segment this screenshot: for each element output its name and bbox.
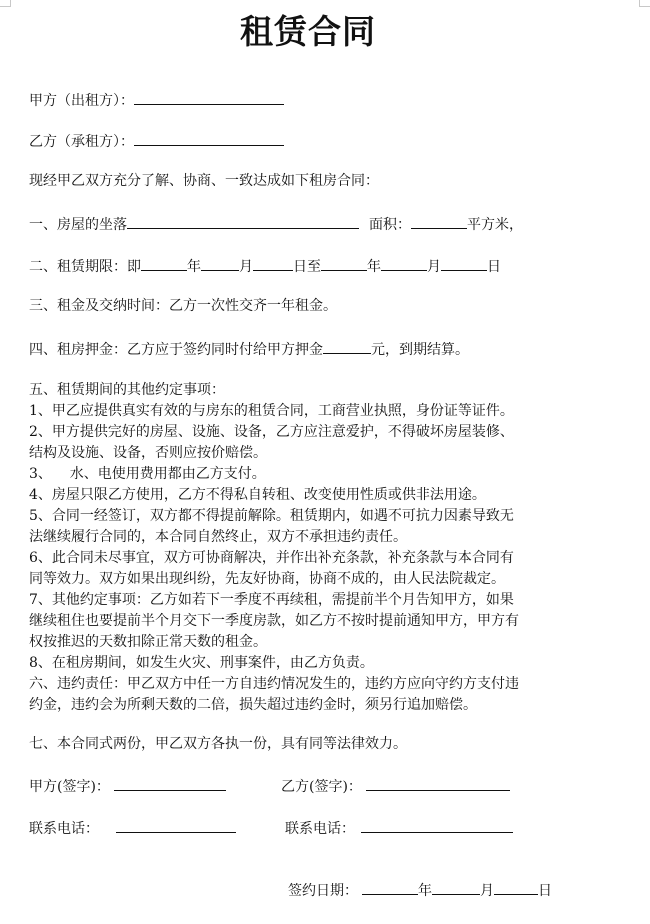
landlord-sign-label: 甲方(签字)： xyxy=(29,779,110,795)
end-year-label: 年 xyxy=(367,259,381,275)
clause-line: 约金，违约会为所剩天数的二倍，损失超过违约金时，须另行追加赔偿。 xyxy=(29,697,477,713)
location-label: 一、房屋的坐落 xyxy=(29,217,127,233)
end-day-blank[interactable] xyxy=(441,256,487,271)
sign-day-blank[interactable] xyxy=(494,880,538,895)
area-unit: 平方米， xyxy=(467,217,523,233)
term-label: 二、租赁期限：即 xyxy=(29,259,141,275)
section-7: 七、本合同式两份，甲乙双方各执一份，具有同等法律效力。 xyxy=(29,736,407,752)
end-year-blank[interactable] xyxy=(321,256,367,271)
deposit-suffix: 元，到期结算。 xyxy=(371,342,469,358)
sign-year-blank[interactable] xyxy=(362,880,418,895)
start-year-blank[interactable] xyxy=(141,256,187,271)
tenant-signature xyxy=(281,776,510,797)
sign-month-label: 月 xyxy=(480,883,494,899)
section-1 xyxy=(29,214,523,235)
clause-line: 6、此合同未尽事宜，双方可协商解决，并作出补充条款，补充条款与本合同有 xyxy=(29,550,514,566)
start-month-label: 月 xyxy=(239,259,253,275)
end-month-label: 月 xyxy=(427,259,441,275)
intro-text: 现经甲乙双方充分了解、协商、一致达成如下租房合同： xyxy=(29,173,379,189)
clause-line: 3、 水、电使用费用都由乙方支付。 xyxy=(29,466,266,482)
tenant-phone-label: 联系电话： xyxy=(285,821,355,837)
tenant-line xyxy=(29,131,284,152)
section-5-6 xyxy=(29,380,589,716)
tenant-sign-label: 乙方(签字)： xyxy=(281,779,362,795)
tenant-phone xyxy=(285,818,513,839)
area-label: 面积： xyxy=(369,217,411,233)
end-month-blank[interactable] xyxy=(381,256,427,271)
clause-line: 法继续履行合同的，本合同自然终止，双方不承担违约责任。 xyxy=(29,529,407,545)
deposit-label: 四、租房押金：乙方应于签约同时付给甲方押金 xyxy=(29,342,323,358)
clause-line: 4、房屋只限乙方使用，乙方不得私自转租、改变使用性质或供非法用途。 xyxy=(29,487,486,503)
clause-line: 5、合同一经签订，双方都不得提前解除。租赁期内，如遇不可抗力因素导致无 xyxy=(29,508,514,524)
sign-date-label: 签约日期： xyxy=(288,883,358,899)
corner-mark-left xyxy=(0,0,11,7)
start-day-blank[interactable] xyxy=(253,256,293,271)
tenant-phone-blank[interactable] xyxy=(361,818,513,833)
section-2 xyxy=(29,256,501,277)
landlord-blank[interactable] xyxy=(134,90,284,105)
tenant-blank[interactable] xyxy=(134,131,284,146)
landlord-signature xyxy=(29,776,226,797)
landlord-line xyxy=(29,90,284,111)
clause-line: 权按推迟的天数扣除正常天数的租金。 xyxy=(29,634,267,650)
sign-year-label: 年 xyxy=(418,883,432,899)
tenant-sign-blank[interactable] xyxy=(366,776,510,791)
clause-line: 2、甲方提供完好的房屋、设施、设备，乙方应注意爱护，不得破坏房屋装修、 xyxy=(29,424,514,440)
clause-line: 同等效力。双方如果出现纠纷，先友好协商，协商不成的，由人民法院裁定。 xyxy=(29,571,505,587)
start-month-blank[interactable] xyxy=(201,256,239,271)
corner-mark-right xyxy=(639,0,650,7)
landlord-phone-blank[interactable] xyxy=(116,818,236,833)
deposit-blank[interactable] xyxy=(323,339,371,354)
landlord-phone xyxy=(29,818,236,839)
landlord-phone-label: 联系电话： xyxy=(29,821,99,837)
clause-line: 五、租赁期间的其他约定事项： xyxy=(29,382,225,398)
clause-line: 8、在租房期间，如发生火灾、刑事案件，由乙方负责。 xyxy=(29,655,374,671)
clause-line: 结构及设施、设备，否则应按价赔偿。 xyxy=(29,445,267,461)
sign-month-blank[interactable] xyxy=(432,880,480,895)
clause-line: 六、违约责任：甲乙双方中任一方自违约情况发生的，违约方应向守约方支付违 xyxy=(29,676,519,692)
tenant-label: 乙方（承租方）： xyxy=(29,134,134,150)
document-title: 租赁合同 xyxy=(240,12,376,51)
clause-line: 继续租住也要提前半个月交下一季度房款，如乙方不按时提前通知甲方，甲方有 xyxy=(29,613,519,629)
section-4 xyxy=(29,339,469,360)
start-year-label: 年 xyxy=(187,259,201,275)
area-blank[interactable] xyxy=(411,214,467,229)
start-day-label: 日至 xyxy=(293,259,321,275)
location-blank[interactable] xyxy=(127,214,359,229)
sign-day-label: 日 xyxy=(538,883,552,899)
clause-line: 1、甲乙应提供真实有效的与房东的租赁合同，工商营业执照，身份证等证件。 xyxy=(29,403,514,419)
landlord-sign-blank[interactable] xyxy=(114,776,226,791)
sign-date xyxy=(288,880,552,901)
end-day-label: 日 xyxy=(487,259,501,275)
section-3: 三、租金及交纳时间：乙方一次性交齐一年租金。 xyxy=(29,298,337,314)
clause-line: 7、其他约定事项：乙方如若下一季度不再续租，需提前半个月告知甲方，如果 xyxy=(29,592,514,608)
landlord-label: 甲方（出租方）： xyxy=(29,93,134,109)
